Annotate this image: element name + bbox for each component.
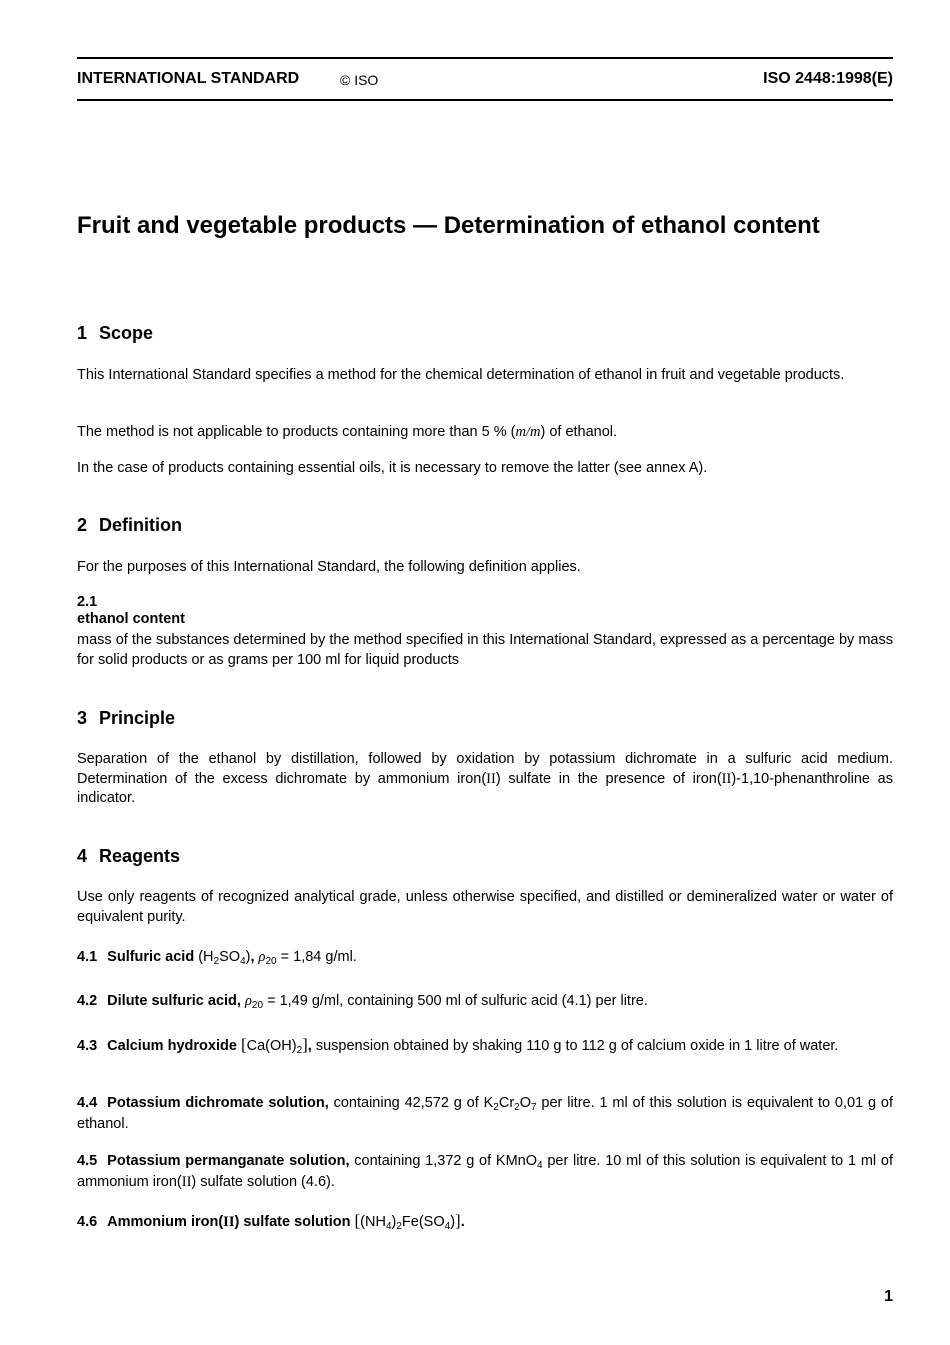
scope-paragraph-3: In the case of products containing essential oils, it is necessary to remove the latter (see annex A).	[77, 460, 708, 476]
reagent-number: 4.1	[77, 949, 98, 965]
section-number: 2	[77, 515, 88, 535]
reagent-item-4-3: 4.3 Calcium hydroxide $[Ca(OH)_2]$, suspension obtained by shaking 110 g to 112 g of calcium oxide in 1 litre of water.	[77, 1035, 839, 1056]
header-standard-number: ISO 2448:1998(E)	[763, 70, 893, 87]
reagent-number: 4.3	[77, 1038, 98, 1054]
reagent-item-4-5: 4.5 Potassium permanganate solution, containing 1,372 g of KMnO$_4$ per litre. 10 ml of this solution is equivalent to 1 ml of ammonium iron(II) sulfate solution (4.6).	[77, 1153, 893, 1190]
reagent-term: Calcium hydroxide	[107, 1038, 237, 1054]
reagent-number: 4.6	[77, 1214, 98, 1230]
reagent-term: Potassium permanganate solution,	[107, 1153, 350, 1169]
reagent-item-4-1: 4.1 Sulfuric acid $(H_2SO_4)$, $\rho_{20} = 1,84$ g/ml.	[77, 949, 357, 967]
reagent-term: Ammonium iron(II) sulfate solution	[107, 1214, 351, 1230]
section-heading-principle	[77, 708, 175, 729]
section-number: 1	[77, 323, 88, 343]
section-heading-definition	[77, 515, 182, 536]
reagent-number: 4.5	[77, 1153, 98, 1169]
header-top-rule	[77, 57, 893, 59]
reagent-term: Potassium dichromate solution,	[107, 1095, 329, 1111]
mass-ratio-notation: m/m	[515, 424, 541, 440]
reagent-item-4-4: 4.4 Potassium dichromate solution, containing 42,572 g of $K_2Cr_2O_7$ per litre. 1 ml of this solution is equivalent to 0,01 g of ethanol.	[77, 1095, 893, 1132]
definition-number: 2.1	[77, 594, 98, 610]
header-copyright: © ISO	[340, 72, 379, 88]
reagent-term: Dilute sulfuric acid,	[107, 993, 241, 1009]
page-number: 1	[884, 1288, 893, 1305]
section-title: Principle	[99, 708, 176, 728]
principle-paragraph: Separation of the ethanol by distillation, followed by oxidation by potassium dichromate in a sulfuric acid medium. Determination of the excess dichromate by ammonium iron(II) sulfate in the presence of iron(II)-1,10-phenanthroline as indicator.	[77, 751, 893, 806]
reagent-number: 4.4	[77, 1095, 98, 1111]
definition-intro: For the purposes of this International Standard, the following definition applies.	[77, 559, 581, 575]
reagent-item-4-2: 4.2 Dilute sulfuric acid, $\rho_{20} = 1,49$ g/ml, containing 500 ml of sulfuric acid (4.1) per litre.	[77, 993, 648, 1011]
definition-term: ethanol content	[77, 611, 185, 627]
definition-text: mass of the substances determined by the method specified in this International Standard, expressed as a percentage by mass for solid products or as grams per 100 ml for liquid products	[77, 632, 893, 668]
section-number: 3	[77, 708, 88, 728]
section-heading-scope	[77, 323, 153, 344]
section-title: Scope	[99, 323, 154, 343]
section-number: 4	[77, 846, 88, 866]
document-title: Fruit and vegetable products — Determination of ethanol content	[77, 212, 820, 239]
section-title: Definition	[99, 515, 183, 535]
scope-paragraph-2: The method is not applicable to products containing more than 5 % (m/m) of ethanol.	[77, 424, 618, 440]
reagents-intro: Use only reagents of recognized analytical grade, unless otherwise specified, and distilled or demineralized water or water of equivalent purity.	[77, 889, 893, 925]
header-bottom-rule	[77, 99, 893, 101]
section-heading-reagents	[77, 846, 180, 867]
scope-paragraph-1: This International Standard specifies a method for the chemical determination of ethanol in fruit and vegetable products.	[77, 367, 845, 383]
reagent-number: 4.2	[77, 993, 98, 1009]
reagent-term: Sulfuric acid	[107, 949, 195, 965]
header-standard-type: INTERNATIONAL STANDARD	[77, 70, 300, 87]
reagent-item-4-6: 4.6 Ammonium iron(II) sulfate solution $[(NH_4)_2Fe(SO_4)]$.	[77, 1211, 465, 1232]
section-title: Reagents	[99, 846, 181, 866]
